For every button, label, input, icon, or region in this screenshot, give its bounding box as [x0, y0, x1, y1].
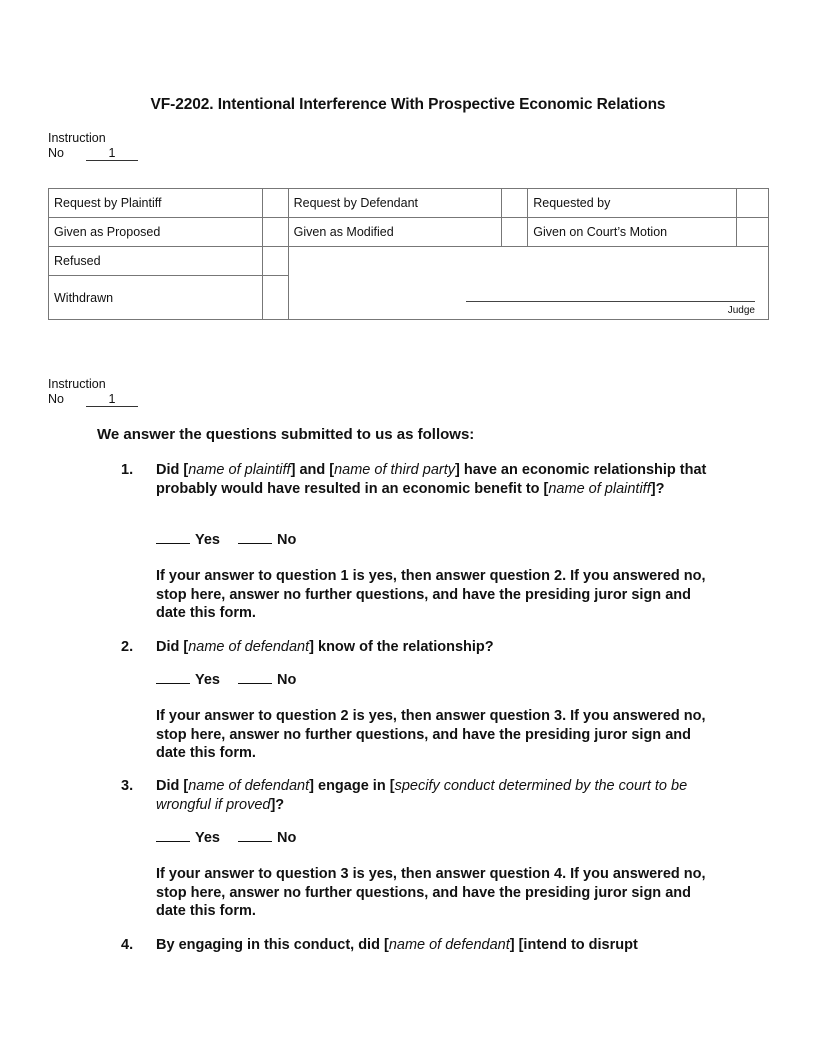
question-2 [121, 638, 711, 657]
request-by-plaintiff-checkbox[interactable] [262, 189, 288, 218]
instruction-no-label: No [48, 391, 64, 406]
instruction-no-label: No [48, 145, 64, 160]
instruction-label: Instruction [48, 131, 106, 145]
judge-signature-line[interactable] [466, 301, 755, 302]
given-as-modified-label: Given as Modified [288, 218, 502, 247]
question-number: 3. [121, 778, 134, 794]
request-by-defendant-label: Request by Defendant [288, 189, 502, 218]
question-number: 2. [121, 639, 134, 655]
judge-signature-area [288, 247, 768, 320]
refused-label: Refused [49, 247, 263, 276]
verdict-intro: We answer the questions submitted to us as follows: [97, 426, 475, 443]
question-text: Did [name of defendant] engage in [specify conduct determined by the court to be wrongful if proved]? [156, 778, 688, 813]
question-number: 4. [121, 937, 134, 953]
question-1-instruction: If your answer to question 1 is yes, then answer question 2. If you answered no, stop here, answer no further questions, and have the presiding juror sign and date this form. [156, 568, 706, 621]
withdrawn-checkbox[interactable] [262, 276, 288, 320]
given-as-proposed-label: Given as Proposed [49, 218, 263, 247]
yes-answer-blank[interactable] [156, 841, 190, 842]
given-as-proposed-checkbox[interactable] [262, 218, 288, 247]
given-as-modified-checkbox[interactable] [502, 218, 528, 247]
request-by-defendant-checkbox[interactable] [502, 189, 528, 218]
requested-by-checkbox[interactable] [736, 189, 768, 218]
requested-by-label: Requested by [528, 189, 737, 218]
instruction-number-field[interactable]: 1 [86, 393, 138, 407]
yes-answer-blank[interactable] [156, 543, 190, 544]
question-1 [121, 461, 711, 498]
yes-answer-blank[interactable] [156, 683, 190, 684]
instruction-label: Instruction [48, 377, 106, 391]
instruction-number-block [48, 377, 138, 407]
instruction-number-field[interactable]: 1 [86, 147, 138, 161]
question-text: By engaging in this conduct, did [name of defendant] [intend to disrupt [156, 937, 638, 953]
judge-label: Judge [727, 305, 755, 316]
withdrawn-label: Withdrawn [49, 276, 263, 320]
question-text: Did [name of plaintiff] and [name of third party] have an economic relationship that probably would have resulted in an economic benefit to [name of plaintiff]? [156, 462, 707, 497]
given-on-courts-motion-label: Given on Court’s Motion [528, 218, 737, 247]
no-answer-blank[interactable] [238, 841, 272, 842]
question-3 [121, 777, 711, 814]
answer-options-3: Yes No [156, 830, 296, 846]
answer-options-2: Yes No [156, 672, 296, 688]
question-text: Did [name of defendant] know of the relationship? [156, 639, 494, 655]
question-4 [121, 936, 721, 955]
question-2-instruction: If your answer to question 2 is yes, then answer question 3. If you answered no, stop here, answer no further questions, and have the presiding juror sign and date this form. [156, 708, 706, 761]
no-answer-blank[interactable] [238, 543, 272, 544]
question-number: 1. [121, 462, 134, 478]
no-answer-blank[interactable] [238, 683, 272, 684]
given-on-courts-motion-checkbox[interactable] [736, 218, 768, 247]
request-status-table [48, 188, 769, 320]
instruction-number-block [48, 131, 138, 161]
answer-options-1: Yes No [156, 532, 296, 548]
question-3-instruction: If your answer to question 3 is yes, then answer question 4. If you answered no, stop here, answer no further questions, and have the presiding juror sign and date this form. [156, 866, 706, 919]
refused-checkbox[interactable] [262, 247, 288, 276]
document-title: VF-2202. Intentional Interference With Prospective Economic Relations [150, 96, 666, 113]
request-by-plaintiff-label: Request by Plaintiff [49, 189, 263, 218]
